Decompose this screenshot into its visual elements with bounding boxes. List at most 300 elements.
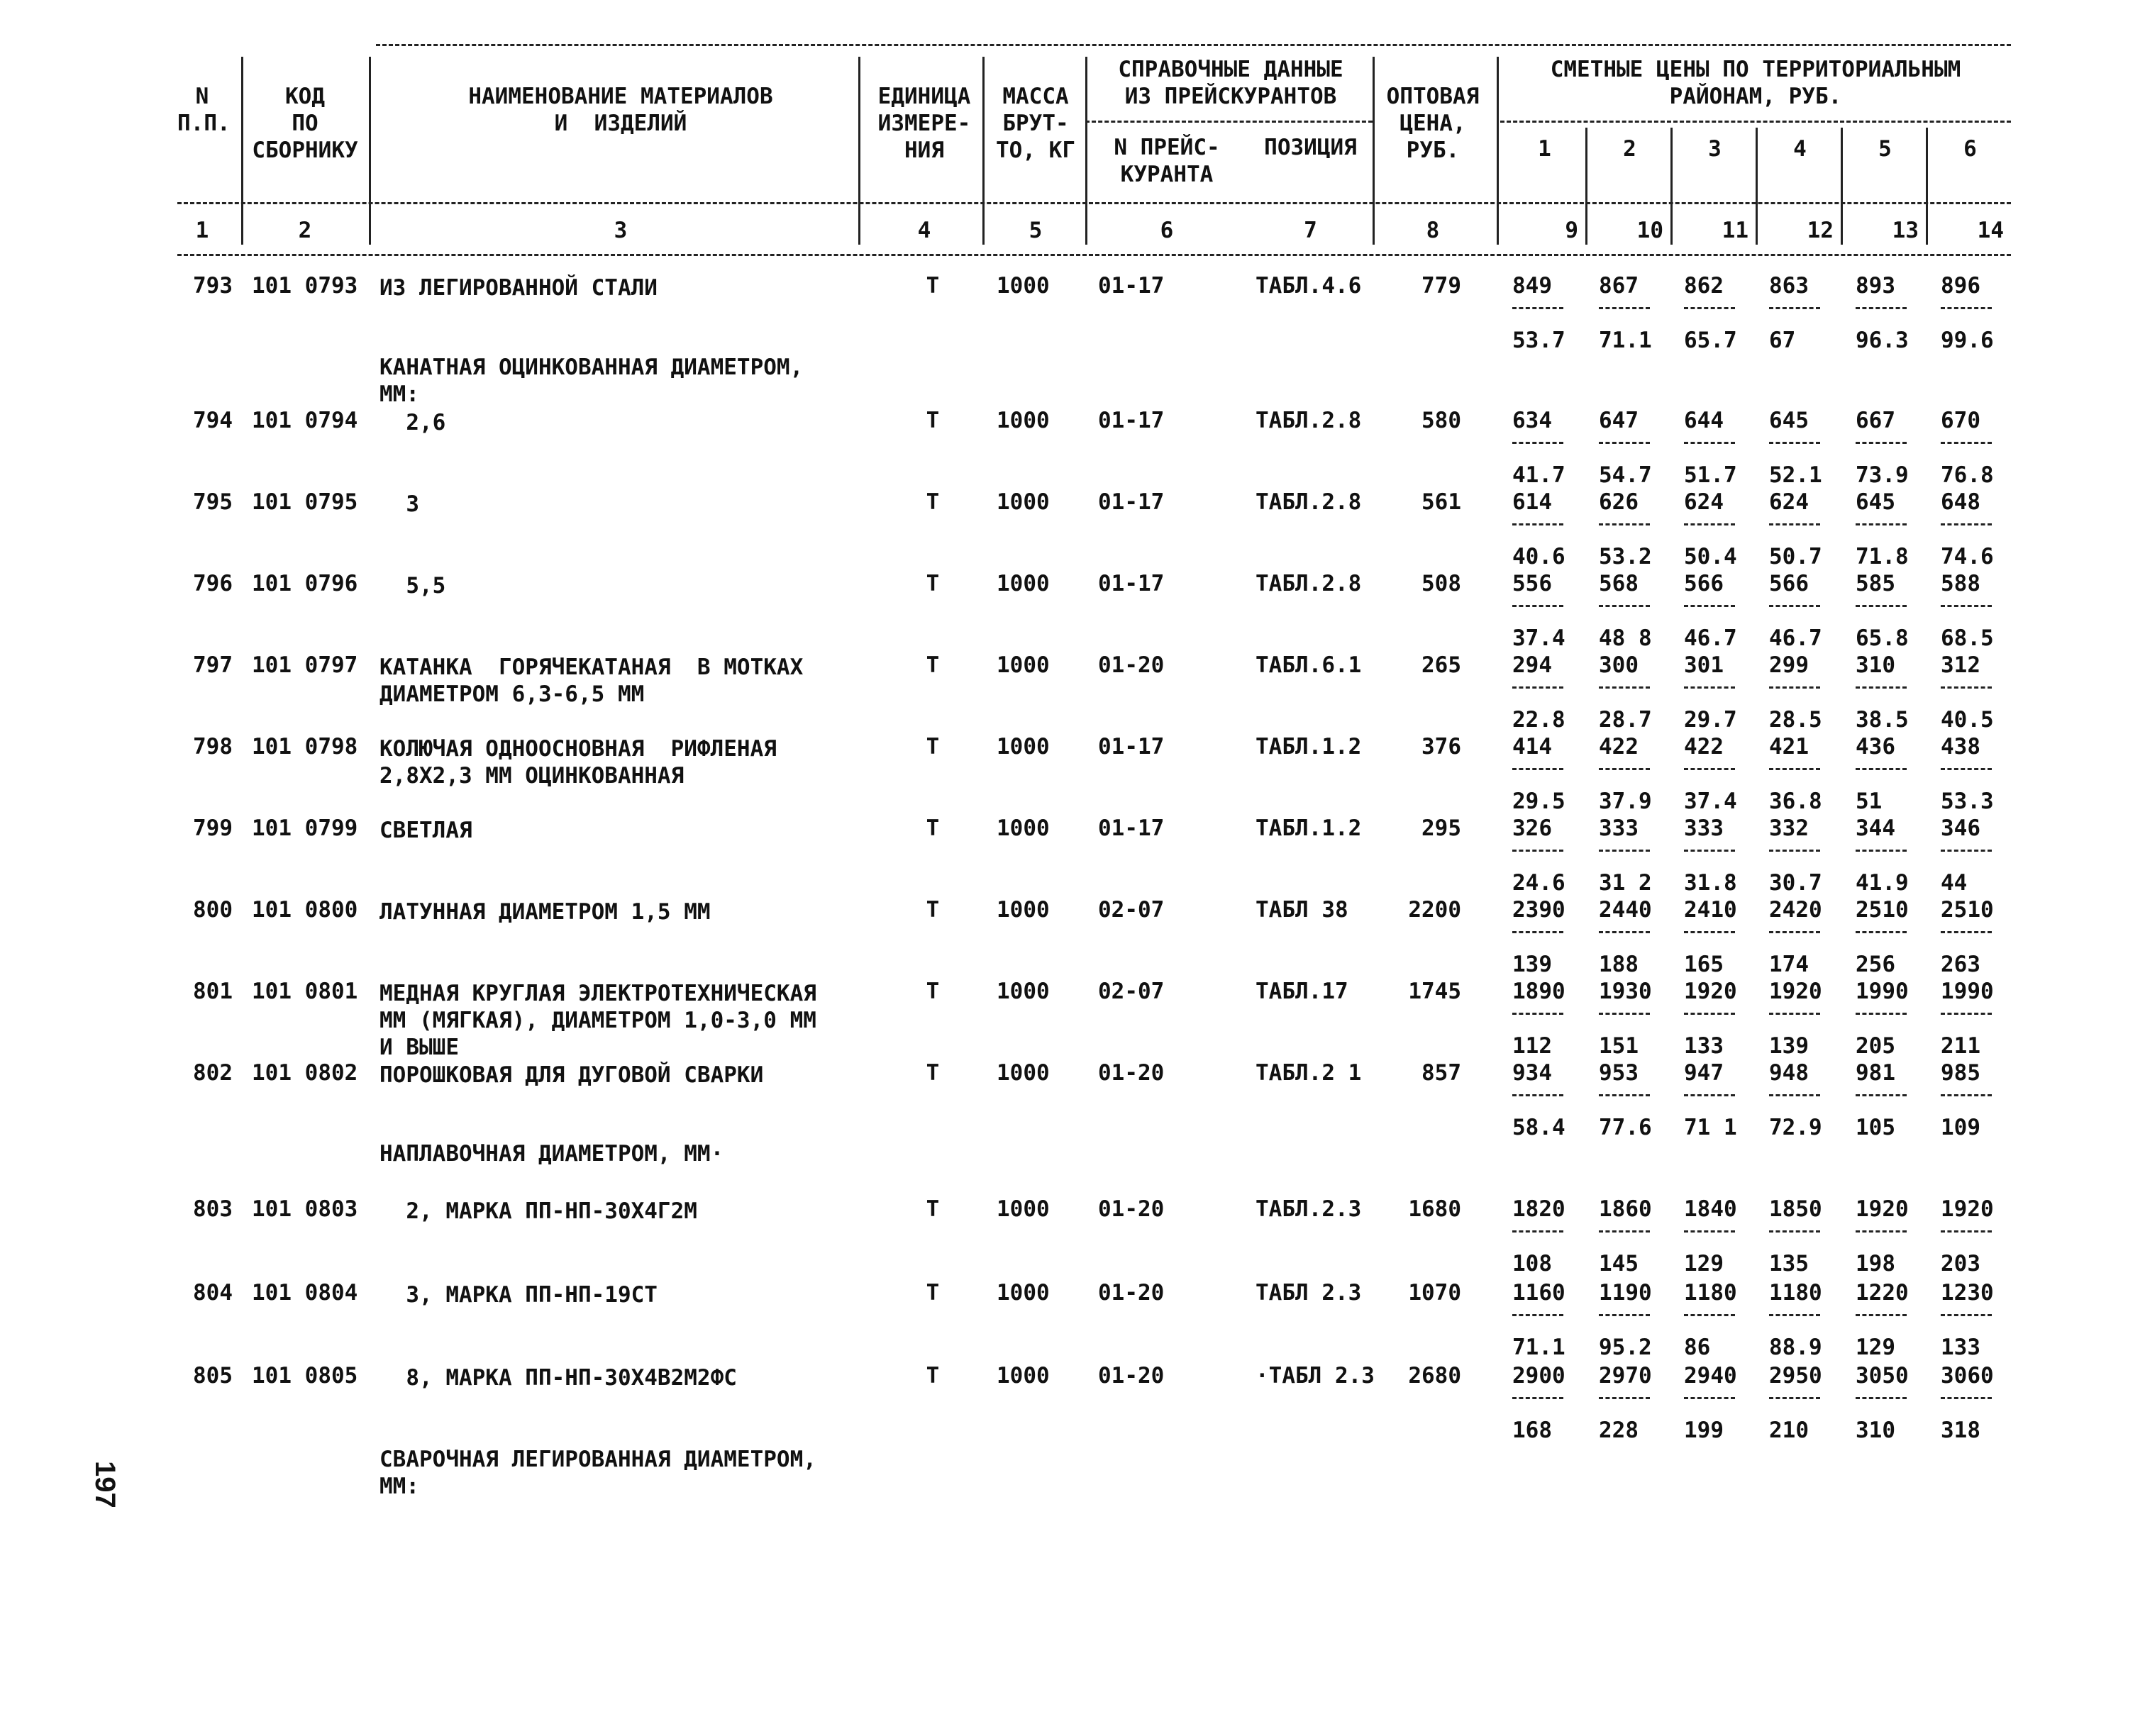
fraction-line (1856, 768, 1907, 770)
row-subvalue-region-4: 67 (1769, 328, 1796, 353)
row-price-region-4: 2420 (1769, 897, 1822, 923)
row-position: ТАБЛ.1.2 (1256, 816, 1362, 841)
row-price-region-6: 1230 (1941, 1280, 1994, 1306)
row-mass: 1000 (997, 571, 1050, 596)
row-price-region-1: 849 (1512, 273, 1552, 299)
row-subvalue-region-4: 88.9 (1769, 1335, 1822, 1360)
section-svar: СВАРОЧНАЯ ЛЕГИРОВАННАЯ ДИАМЕТРОМ, ММ: (379, 1447, 816, 1499)
fraction-line (1684, 768, 1735, 770)
row-price-region-1: 326 (1512, 816, 1552, 841)
row-code: 101 0800 (252, 897, 358, 923)
row-price-region-6: 896 (1941, 273, 1980, 299)
row-subvalue-region-4: 210 (1769, 1418, 1809, 1443)
row-unit: Т (926, 734, 940, 760)
row-subvalue-region-6: 211 (1941, 1033, 1980, 1059)
fraction-line (1684, 1230, 1735, 1233)
row-mass: 1000 (997, 979, 1050, 1004)
region-header-3: 3 (1708, 136, 1722, 162)
row-price-list: 01-17 (1098, 734, 1165, 760)
row-subvalue-region-4: 50.7 (1769, 544, 1822, 569)
row-wholesale: 561 (1421, 489, 1461, 515)
row-name: 2, МАРКА ПП-НП-30Х4Г2М (379, 1198, 697, 1224)
fraction-line (1941, 1230, 1992, 1233)
row-wholesale: 1745 (1408, 979, 1461, 1004)
row-subvalue-region-4: 52.1 (1769, 462, 1822, 488)
column-number-7: 7 (1304, 218, 1317, 243)
row-price-region-3: 862 (1684, 273, 1724, 299)
row-number: 803 (193, 1196, 233, 1222)
row-subvalue-region-3: 65.7 (1684, 328, 1737, 353)
row-name: КАТАНКА ГОРЯЧЕКАТАНАЯ В МОТКАХ ДИАМЕТРОМ 6,3-6,5 ММ (379, 655, 804, 707)
row-price-region-4: 1180 (1769, 1280, 1822, 1306)
column-number-2: 2 (298, 218, 312, 243)
row-subvalue-region-1: 53.7 (1512, 328, 1565, 353)
row-price-region-5: 436 (1856, 734, 1895, 760)
fraction-line (1941, 1013, 1992, 1015)
row-subvalue-region-5: 51 (1856, 789, 1883, 814)
row-price-region-3: 2940 (1684, 1363, 1737, 1389)
row-price-region-1: 294 (1512, 652, 1552, 678)
row-name: МЕДНАЯ КРУГЛАЯ ЭЛЕКТРОТЕХНИЧЕСКАЯ ММ (МЯГКАЯ), ДИАМЕТРОМ 1,0-3,0 ММ И ВЫШЕ (379, 981, 816, 1060)
row-price-region-4: 863 (1769, 273, 1809, 299)
row-price-region-5: 645 (1856, 489, 1895, 515)
header-c914_group: СМЕТНЫЕ ЦЕНЫ ПО ТЕРРИТОРИАЛЬНЫМ РАЙОНАМ, РУБ. (1550, 57, 1961, 109)
row-subvalue-region-2: 31 2 (1599, 870, 1652, 896)
row-position: ТАБЛ.1.2 (1256, 734, 1362, 760)
fraction-line (1856, 931, 1907, 933)
section-naplav: НАПЛАВОЧНАЯ ДИАМЕТРОМ, ММ· (379, 1141, 724, 1167)
header-c6: N ПРЕЙС- КУРАНТА (1114, 135, 1220, 187)
row-subvalue-region-1: 24.6 (1512, 870, 1565, 896)
row-subvalue-region-6: 44 (1941, 870, 1968, 896)
column-number-6: 6 (1160, 218, 1174, 243)
header-c1: N П.П. (177, 84, 231, 136)
row-subvalue-region-6: 68.5 (1941, 625, 1994, 651)
colnum-rule (177, 254, 2011, 256)
column-number-11: 11 (1722, 218, 1748, 243)
fraction-line (1599, 1013, 1650, 1015)
row-subvalue-region-6: 133 (1941, 1335, 1980, 1360)
fraction-line (1941, 523, 1992, 525)
row-number: 801 (193, 979, 233, 1004)
row-price-region-6: 670 (1941, 408, 1980, 433)
row-mass: 1000 (997, 489, 1050, 515)
row-subvalue-region-5: 96.3 (1856, 328, 1909, 353)
row-price-list: 01-20 (1098, 1060, 1165, 1086)
fraction-line (1512, 442, 1563, 444)
row-subvalue-region-1: 22.8 (1512, 707, 1565, 733)
row-price-region-6: 3060 (1941, 1363, 1994, 1389)
row-subvalue-region-3: 31.8 (1684, 870, 1737, 896)
region-header-6: 6 (1963, 136, 1977, 162)
fraction-line (1941, 1094, 1992, 1096)
fraction-line (1856, 1314, 1907, 1316)
top-rule (376, 44, 2011, 46)
header-divider (1085, 121, 1373, 123)
fraction-line (1684, 523, 1735, 525)
header-c7: ПОЗИЦИЯ (1264, 135, 1357, 160)
row-unit: Т (926, 979, 940, 1004)
row-number: 797 (193, 652, 233, 678)
row-wholesale: 1070 (1408, 1280, 1461, 1306)
row-wholesale: 508 (1421, 571, 1461, 596)
row-price-region-4: 299 (1769, 652, 1809, 678)
fraction-line (1599, 523, 1650, 525)
row-unit: Т (926, 652, 940, 678)
fraction-line (1769, 1230, 1820, 1233)
column-separator (982, 57, 985, 245)
row-position: ТАБЛ.2.8 (1256, 408, 1362, 433)
column-separator (241, 57, 243, 245)
column-number-5: 5 (1029, 218, 1043, 243)
row-price-region-1: 634 (1512, 408, 1552, 433)
row-price-region-2: 867 (1599, 273, 1639, 299)
row-price-region-6: 312 (1941, 652, 1980, 678)
row-name: КОЛЮЧАЯ ОДНООСНОВНАЯ РИФЛЕНАЯ 2,8Х2,3 ММ ОЦИНКОВАННАЯ (379, 736, 777, 789)
row-name: СВЕТЛАЯ (379, 818, 472, 843)
fraction-line (1684, 1094, 1735, 1096)
row-name: 3, МАРКА ПП-НП-19СТ (379, 1282, 658, 1308)
row-price-region-3: 1840 (1684, 1196, 1737, 1222)
fraction-line (1599, 1314, 1650, 1316)
row-position: ТАБЛ.6.1 (1256, 652, 1362, 678)
row-price-region-3: 1920 (1684, 979, 1737, 1004)
row-price-region-3: 644 (1684, 408, 1724, 433)
row-name: ИЗ ЛЕГИРОВАННОЙ СТАЛИ (379, 275, 658, 301)
fraction-line (1941, 931, 1992, 933)
fraction-line (1856, 442, 1907, 444)
header-c5: МАССА БРУТ- ТО, КГ (996, 84, 1075, 163)
row-subvalue-region-4: 36.8 (1769, 789, 1822, 814)
row-price-region-4: 1920 (1769, 979, 1822, 1004)
row-price-region-1: 614 (1512, 489, 1552, 515)
row-wholesale: 1680 (1408, 1196, 1461, 1222)
fraction-line (1684, 1314, 1735, 1316)
row-price-region-6: 438 (1941, 734, 1980, 760)
row-price-region-1: 1160 (1512, 1280, 1565, 1306)
fraction-line (1599, 605, 1650, 607)
row-unit: Т (926, 897, 940, 923)
row-code: 101 0798 (252, 734, 358, 760)
row-number: 799 (193, 816, 233, 841)
row-number: 796 (193, 571, 233, 596)
row-price-list: 01-20 (1098, 652, 1165, 678)
fraction-line (1769, 768, 1820, 770)
column-separator (1926, 128, 1928, 245)
row-subvalue-region-5: 129 (1856, 1335, 1895, 1360)
row-subvalue-region-2: 145 (1599, 1251, 1639, 1276)
row-price-region-4: 624 (1769, 489, 1809, 515)
fraction-line (1769, 1314, 1820, 1316)
column-number-12: 12 (1807, 218, 1834, 243)
row-number: 798 (193, 734, 233, 760)
row-unit: Т (926, 1363, 940, 1389)
column-separator (1497, 57, 1499, 245)
row-subvalue-region-6: 318 (1941, 1418, 1980, 1443)
fraction-line (1684, 931, 1735, 933)
row-price-region-5: 344 (1856, 816, 1895, 841)
fraction-line (1941, 307, 1992, 309)
row-wholesale: 2680 (1408, 1363, 1461, 1389)
row-price-region-6: 346 (1941, 816, 1980, 841)
row-subvalue-region-2: 95.2 (1599, 1335, 1652, 1360)
fraction-line (1684, 850, 1735, 852)
fraction-line (1941, 605, 1992, 607)
fraction-line (1512, 686, 1563, 689)
row-price-region-2: 953 (1599, 1060, 1639, 1086)
row-subvalue-region-3: 51.7 (1684, 462, 1737, 488)
column-number-8: 8 (1426, 218, 1440, 243)
row-number: 795 (193, 489, 233, 515)
fraction-line (1512, 523, 1563, 525)
row-position: ТАБЛ.17 (1256, 979, 1348, 1004)
row-price-region-3: 2410 (1684, 897, 1737, 923)
region-header-2: 2 (1623, 136, 1636, 162)
fraction-line (1769, 686, 1820, 689)
row-price-list: 01-20 (1098, 1280, 1165, 1306)
row-subvalue-region-5: 41.9 (1856, 870, 1909, 896)
row-mass: 1000 (997, 408, 1050, 433)
fraction-line (1769, 850, 1820, 852)
fraction-line (1512, 605, 1563, 607)
row-price-region-2: 2970 (1599, 1363, 1652, 1389)
row-subvalue-region-6: 203 (1941, 1251, 1980, 1276)
row-price-region-6: 1920 (1941, 1196, 1994, 1222)
row-price-region-4: 645 (1769, 408, 1809, 433)
row-wholesale: 580 (1421, 408, 1461, 433)
row-price-region-5: 3050 (1856, 1363, 1909, 1389)
row-price-list: 01-17 (1098, 489, 1165, 515)
row-subvalue-region-2: 48 8 (1599, 625, 1652, 651)
row-mass: 1000 (997, 1280, 1050, 1306)
row-subvalue-region-3: 129 (1684, 1251, 1724, 1276)
column-number-13: 13 (1892, 218, 1919, 243)
column-number-9: 9 (1565, 218, 1578, 243)
row-price-region-5: 585 (1856, 571, 1895, 596)
row-price-region-2: 300 (1599, 652, 1639, 678)
row-number: 802 (193, 1060, 233, 1086)
row-subvalue-region-3: 50.4 (1684, 544, 1737, 569)
row-price-region-3: 566 (1684, 571, 1724, 596)
row-price-list: 01-20 (1098, 1363, 1165, 1389)
row-subvalue-region-3: 165 (1684, 952, 1724, 977)
fraction-line (1769, 523, 1820, 525)
fraction-line (1769, 931, 1820, 933)
row-price-region-4: 332 (1769, 816, 1809, 841)
row-unit: Т (926, 1060, 940, 1086)
fraction-line (1599, 686, 1650, 689)
row-price-region-4: 2950 (1769, 1363, 1822, 1389)
row-subvalue-region-1: 29.5 (1512, 789, 1565, 814)
row-price-region-5: 2510 (1856, 897, 1909, 923)
section-kanat: КАНАТНАЯ ОЦИНКОВАННАЯ ДИАМЕТРОМ, ММ: (379, 355, 804, 407)
row-name: ЛАТУННАЯ ДИАМЕТРОМ 1,5 ММ (379, 899, 711, 925)
row-price-region-4: 1850 (1769, 1196, 1822, 1222)
fraction-line (1769, 605, 1820, 607)
fraction-line (1941, 768, 1992, 770)
header-c2: КОД ПО СБОРНИКУ (252, 84, 358, 163)
fraction-line (1856, 1397, 1907, 1399)
row-price-region-2: 568 (1599, 571, 1639, 596)
row-subvalue-region-5: 198 (1856, 1251, 1895, 1276)
header-divider (1500, 121, 2011, 123)
row-subvalue-region-2: 37.9 (1599, 789, 1652, 814)
row-subvalue-region-6: 99.6 (1941, 328, 1994, 353)
row-price-region-2: 1930 (1599, 979, 1652, 1004)
row-price-region-3: 301 (1684, 652, 1724, 678)
row-price-region-2: 333 (1599, 816, 1639, 841)
row-code: 101 0797 (252, 652, 358, 678)
row-price-region-2: 2440 (1599, 897, 1652, 923)
row-subvalue-region-3: 86 (1684, 1335, 1711, 1360)
fraction-line (1856, 686, 1907, 689)
fraction-line (1512, 1230, 1563, 1233)
row-mass: 1000 (997, 1060, 1050, 1086)
row-position: ·ТАБЛ 2.3 (1256, 1363, 1375, 1389)
header-c67_group: СПРАВОЧНЫЕ ДАННЫЕ ИЗ ПРЕЙСКУРАНТОВ (1118, 57, 1343, 109)
row-number: 794 (193, 408, 233, 433)
row-code: 101 0803 (252, 1196, 358, 1222)
fraction-line (1769, 307, 1820, 309)
row-subvalue-region-1: 37.4 (1512, 625, 1565, 651)
column-separator (1373, 57, 1375, 245)
column-separator (1756, 128, 1758, 245)
column-separator (1670, 128, 1673, 245)
row-subvalue-region-4: 135 (1769, 1251, 1809, 1276)
fraction-line (1769, 1013, 1820, 1015)
row-price-region-2: 422 (1599, 734, 1639, 760)
row-subvalue-region-6: 263 (1941, 952, 1980, 977)
row-position: ТАБЛ.2.3 (1256, 1196, 1362, 1222)
region-header-4: 4 (1793, 136, 1807, 162)
fraction-line (1856, 605, 1907, 607)
fraction-line (1512, 768, 1563, 770)
row-subvalue-region-3: 37.4 (1684, 789, 1737, 814)
row-name: 5,5 (379, 573, 446, 599)
fraction-line (1512, 1013, 1563, 1015)
row-subvalue-region-5: 256 (1856, 952, 1895, 977)
fraction-line (1684, 1397, 1735, 1399)
row-wholesale: 265 (1421, 652, 1461, 678)
row-number: 804 (193, 1280, 233, 1306)
fraction-line (1512, 850, 1563, 852)
row-wholesale: 2200 (1408, 897, 1461, 923)
fraction-line (1512, 1314, 1563, 1316)
row-subvalue-region-1: 139 (1512, 952, 1552, 977)
row-price-region-6: 2510 (1941, 897, 1994, 923)
row-code: 101 0801 (252, 979, 358, 1004)
fraction-line (1599, 1397, 1650, 1399)
fraction-line (1512, 931, 1563, 933)
row-price-region-1: 1820 (1512, 1196, 1565, 1222)
row-unit: Т (926, 1280, 940, 1306)
row-position: ТАБЛ.2.8 (1256, 571, 1362, 596)
row-wholesale: 376 (1421, 734, 1461, 760)
row-mass: 1000 (997, 652, 1050, 678)
row-price-region-5: 1990 (1856, 979, 1909, 1004)
fraction-line (1512, 1397, 1563, 1399)
row-subvalue-region-3: 71 1 (1684, 1115, 1737, 1140)
row-unit: Т (926, 489, 940, 515)
row-name: 3 (379, 491, 419, 517)
row-code: 101 0794 (252, 408, 358, 433)
fraction-line (1599, 442, 1650, 444)
row-unit: Т (926, 273, 940, 299)
row-subvalue-region-1: 40.6 (1512, 544, 1565, 569)
fraction-line (1599, 850, 1650, 852)
row-position: ТАБЛ 2.3 (1256, 1280, 1362, 1306)
row-price-region-4: 421 (1769, 734, 1809, 760)
row-name: 8, МАРКА ПП-НП-30Х4В2М2ФС (379, 1365, 737, 1391)
fraction-line (1856, 307, 1907, 309)
row-subvalue-region-6: 76.8 (1941, 462, 1994, 488)
column-number-4: 4 (917, 218, 931, 243)
column-number-10: 10 (1636, 218, 1663, 243)
row-price-list: 02-07 (1098, 979, 1165, 1004)
row-subvalue-region-3: 199 (1684, 1418, 1724, 1443)
row-subvalue-region-3: 133 (1684, 1033, 1724, 1059)
fraction-line (1684, 442, 1735, 444)
row-price-region-3: 422 (1684, 734, 1724, 760)
column-separator (1085, 57, 1087, 245)
row-subvalue-region-5: 73.9 (1856, 462, 1909, 488)
row-subvalue-region-3: 29.7 (1684, 707, 1737, 733)
row-price-region-1: 2900 (1512, 1363, 1565, 1389)
row-price-region-6: 648 (1941, 489, 1980, 515)
row-subvalue-region-4: 139 (1769, 1033, 1809, 1059)
region-header-1: 1 (1538, 136, 1551, 162)
row-subvalue-region-4: 28.5 (1769, 707, 1822, 733)
row-name: 2,6 (379, 410, 446, 435)
fraction-line (1856, 1013, 1907, 1015)
row-subvalue-region-5: 105 (1856, 1115, 1895, 1140)
row-price-region-5: 667 (1856, 408, 1895, 433)
row-price-region-6: 588 (1941, 571, 1980, 596)
row-subvalue-region-2: 71.1 (1599, 328, 1652, 353)
row-price-list: 01-20 (1098, 1196, 1165, 1222)
row-position: ТАБЛ.4.6 (1256, 273, 1362, 299)
row-price-list: 01-17 (1098, 408, 1165, 433)
header-c3: НАИМЕНОВАНИЕ МАТЕРИАЛОВ И ИЗДЕЛИЙ (468, 84, 773, 136)
row-subvalue-region-1: 168 (1512, 1418, 1552, 1443)
header-rule (177, 202, 2011, 204)
row-code: 101 0799 (252, 816, 358, 841)
row-subvalue-region-2: 151 (1599, 1033, 1639, 1059)
fraction-line (1769, 1094, 1820, 1096)
row-subvalue-region-2: 54.7 (1599, 462, 1652, 488)
region-header-5: 5 (1878, 136, 1892, 162)
row-subvalue-region-5: 310 (1856, 1418, 1895, 1443)
row-price-list: 02-07 (1098, 897, 1165, 923)
row-code: 101 0793 (252, 273, 358, 299)
page-number: 197 (89, 1461, 121, 1508)
row-price-list: 01-17 (1098, 273, 1165, 299)
fraction-line (1684, 605, 1735, 607)
row-price-region-3: 1180 (1684, 1280, 1737, 1306)
row-price-region-1: 1890 (1512, 979, 1565, 1004)
row-price-region-1: 934 (1512, 1060, 1552, 1086)
fraction-line (1599, 1094, 1650, 1096)
row-code: 101 0795 (252, 489, 358, 515)
row-subvalue-region-4: 72.9 (1769, 1115, 1822, 1140)
row-price-list: 01-17 (1098, 571, 1165, 596)
row-price-region-3: 624 (1684, 489, 1724, 515)
row-position: ТАБЛ.2.8 (1256, 489, 1362, 515)
row-position: ТАБЛ 38 (1256, 897, 1348, 923)
fraction-line (1684, 1013, 1735, 1015)
row-subvalue-region-5: 65.8 (1856, 625, 1909, 651)
row-wholesale: 295 (1421, 816, 1461, 841)
